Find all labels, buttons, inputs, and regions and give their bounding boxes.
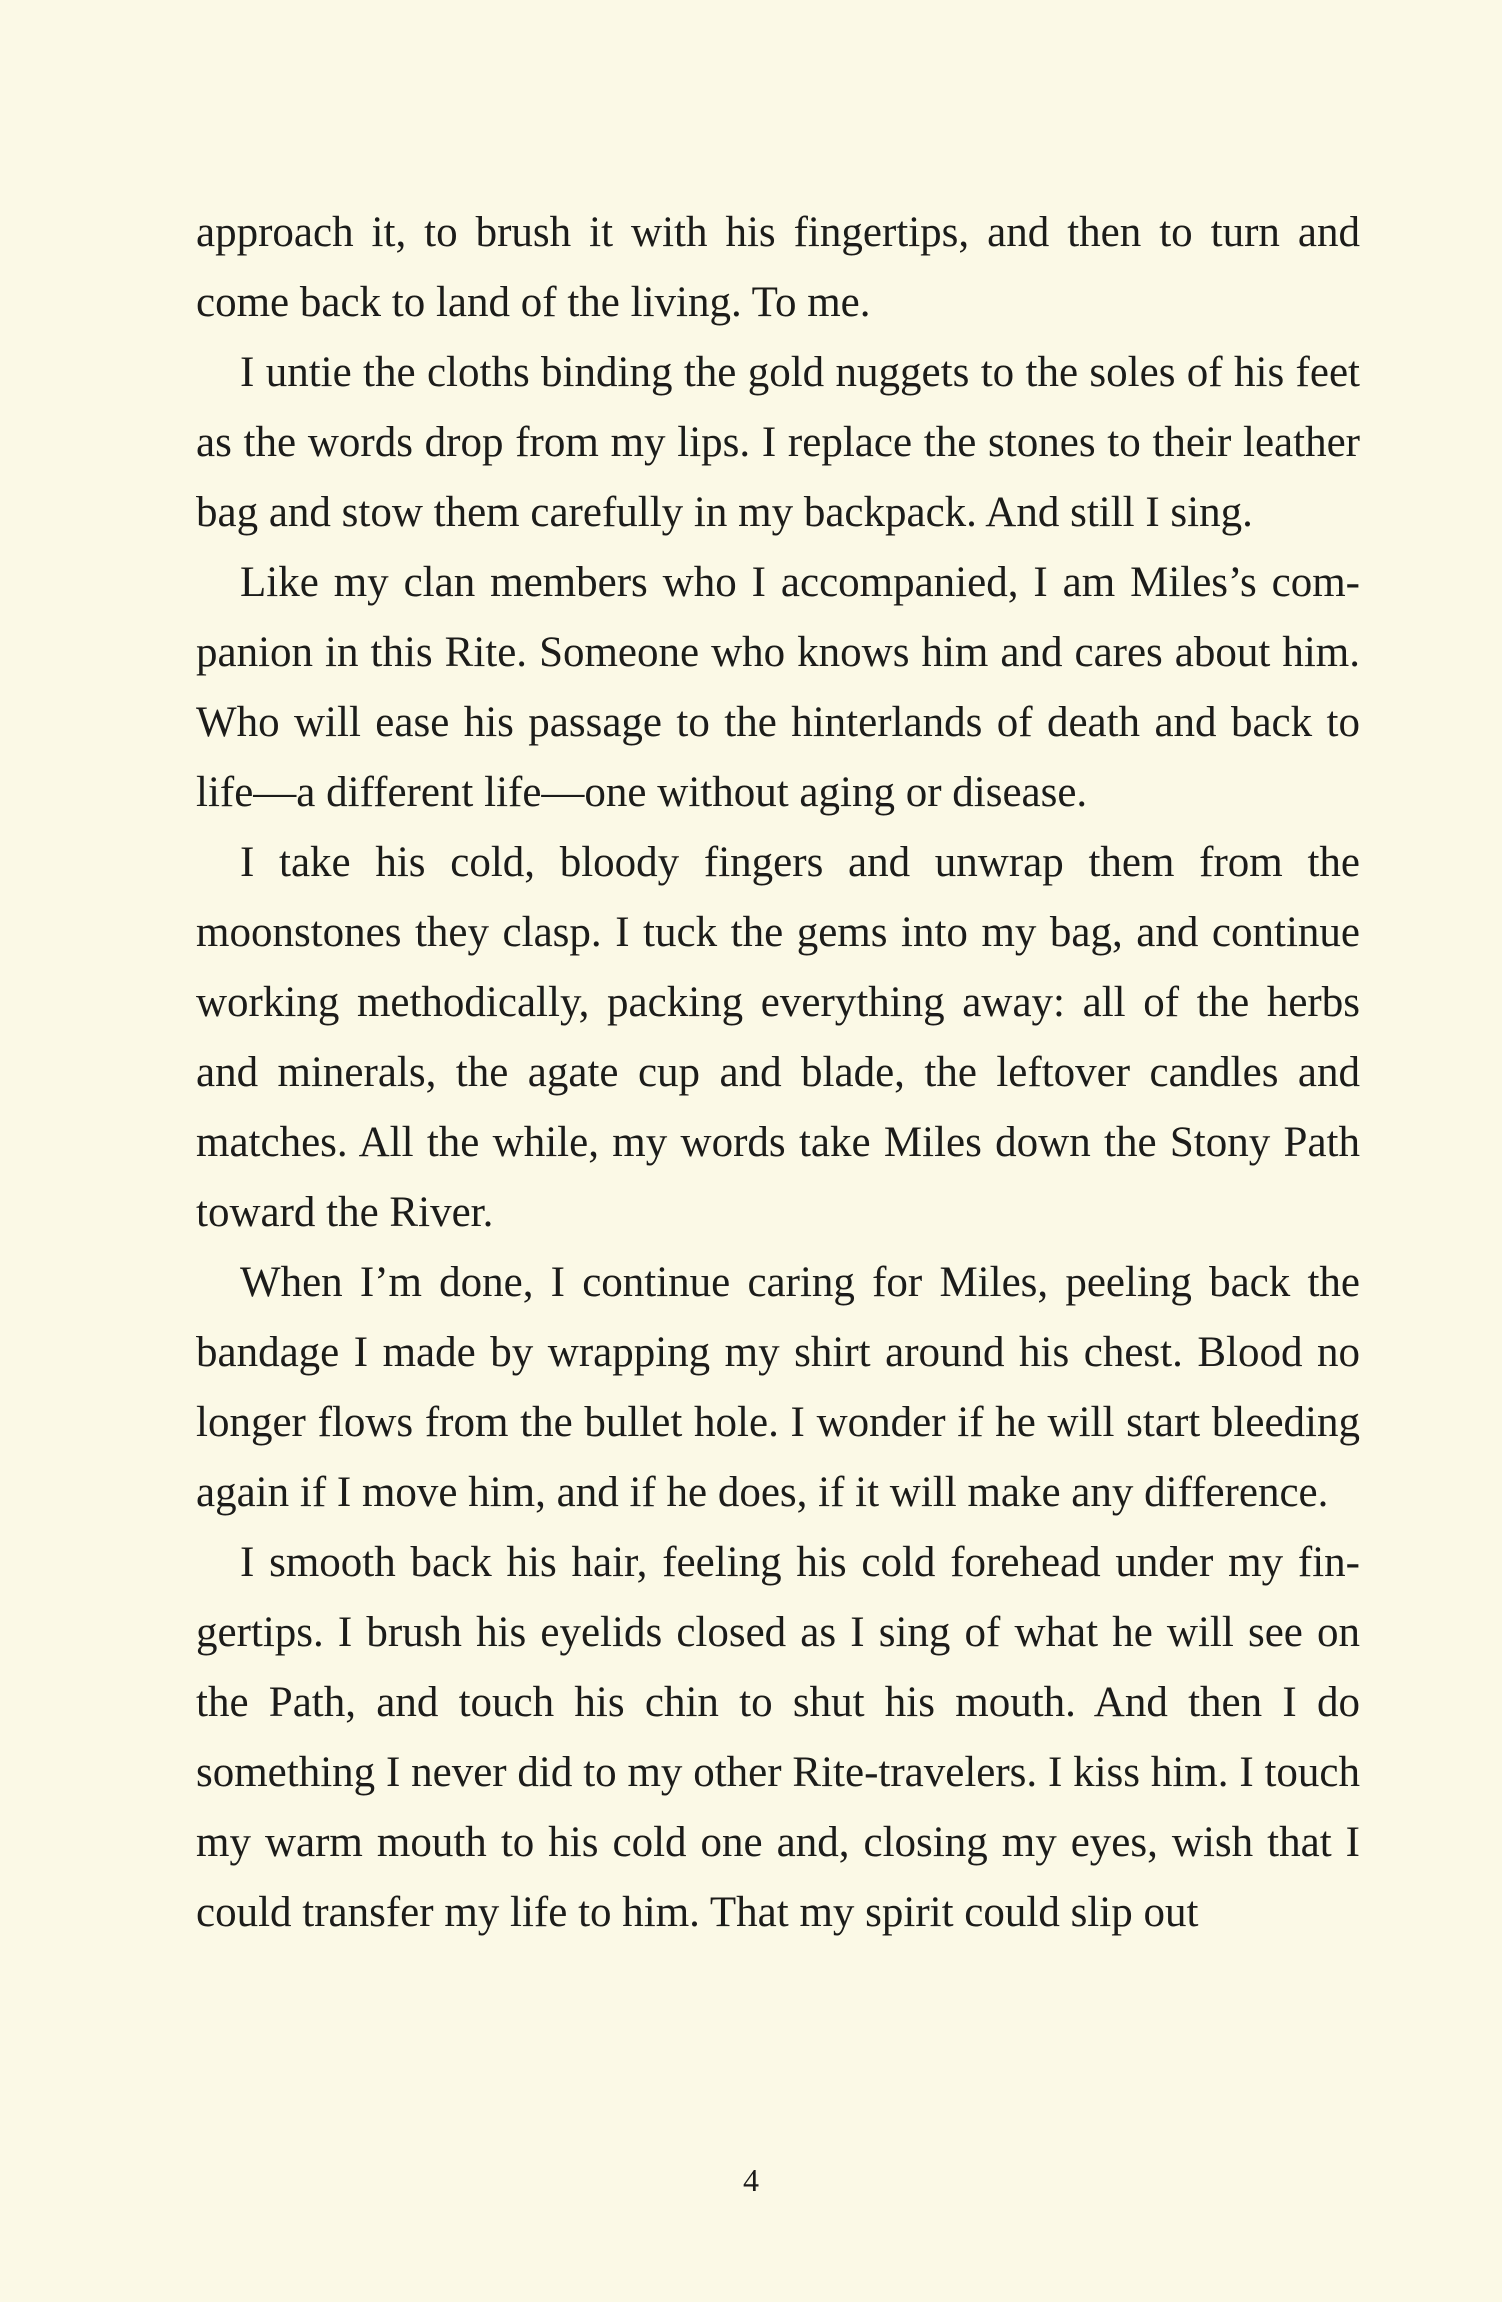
paragraph-3: Like my clan members who I accompanied, I am Miles’s companion in this Rite. Someone who knows him and cares about him. Who will ease his passage to the hinterlands of death and back to life—a different life—one without aging or disease. bbox=[196, 559, 1360, 816]
paragraph-1: approach it, to brush it with his fingertips, and then to turn and come back to land of the living. To me. bbox=[196, 209, 1360, 326]
paragraph-4: I take his cold, bloody fingers and unwrap them from the moonstones they clasp. I tuck the gems into my bag, and continue working methodically, packing everything away: all of the herbs and minerals, the agate cup and blade, the leftover candles and matches. All the while, my words take Miles down the Stony Path toward the River. bbox=[196, 839, 1360, 1236]
paragraph-6: I smooth back his hair, feeling his cold forehead under my fingertips. I brush his eyelids closed as I sing of what he will see on the Path, and touch his chin to shut his mouth. And then I do something I never did to my other Rite-travelers. I kiss him. I touch my warm mouth to his cold one and, closing my eyes, wish that I could transfer my life to him. That my spirit could slip out bbox=[196, 1539, 1360, 1936]
paragraph-2: I untie the cloths binding the gold nuggets to the soles of his feet as the words drop from my lips. I replace the stones to their leather bag and stow them carefully in my backpack. And still I sing. bbox=[196, 349, 1360, 536]
page-number: 4 bbox=[743, 2162, 759, 2198]
body-text bbox=[196, 198, 1360, 1948]
paragraph-5: When I’m done, I continue caring for Miles, peeling back the bandage I made by wrapping my shirt around his chest. Blood no longer flows from the bullet hole. I wonder if he will start bleeding again if I move him, and if he does, if it will make any difference. bbox=[196, 1259, 1360, 1516]
